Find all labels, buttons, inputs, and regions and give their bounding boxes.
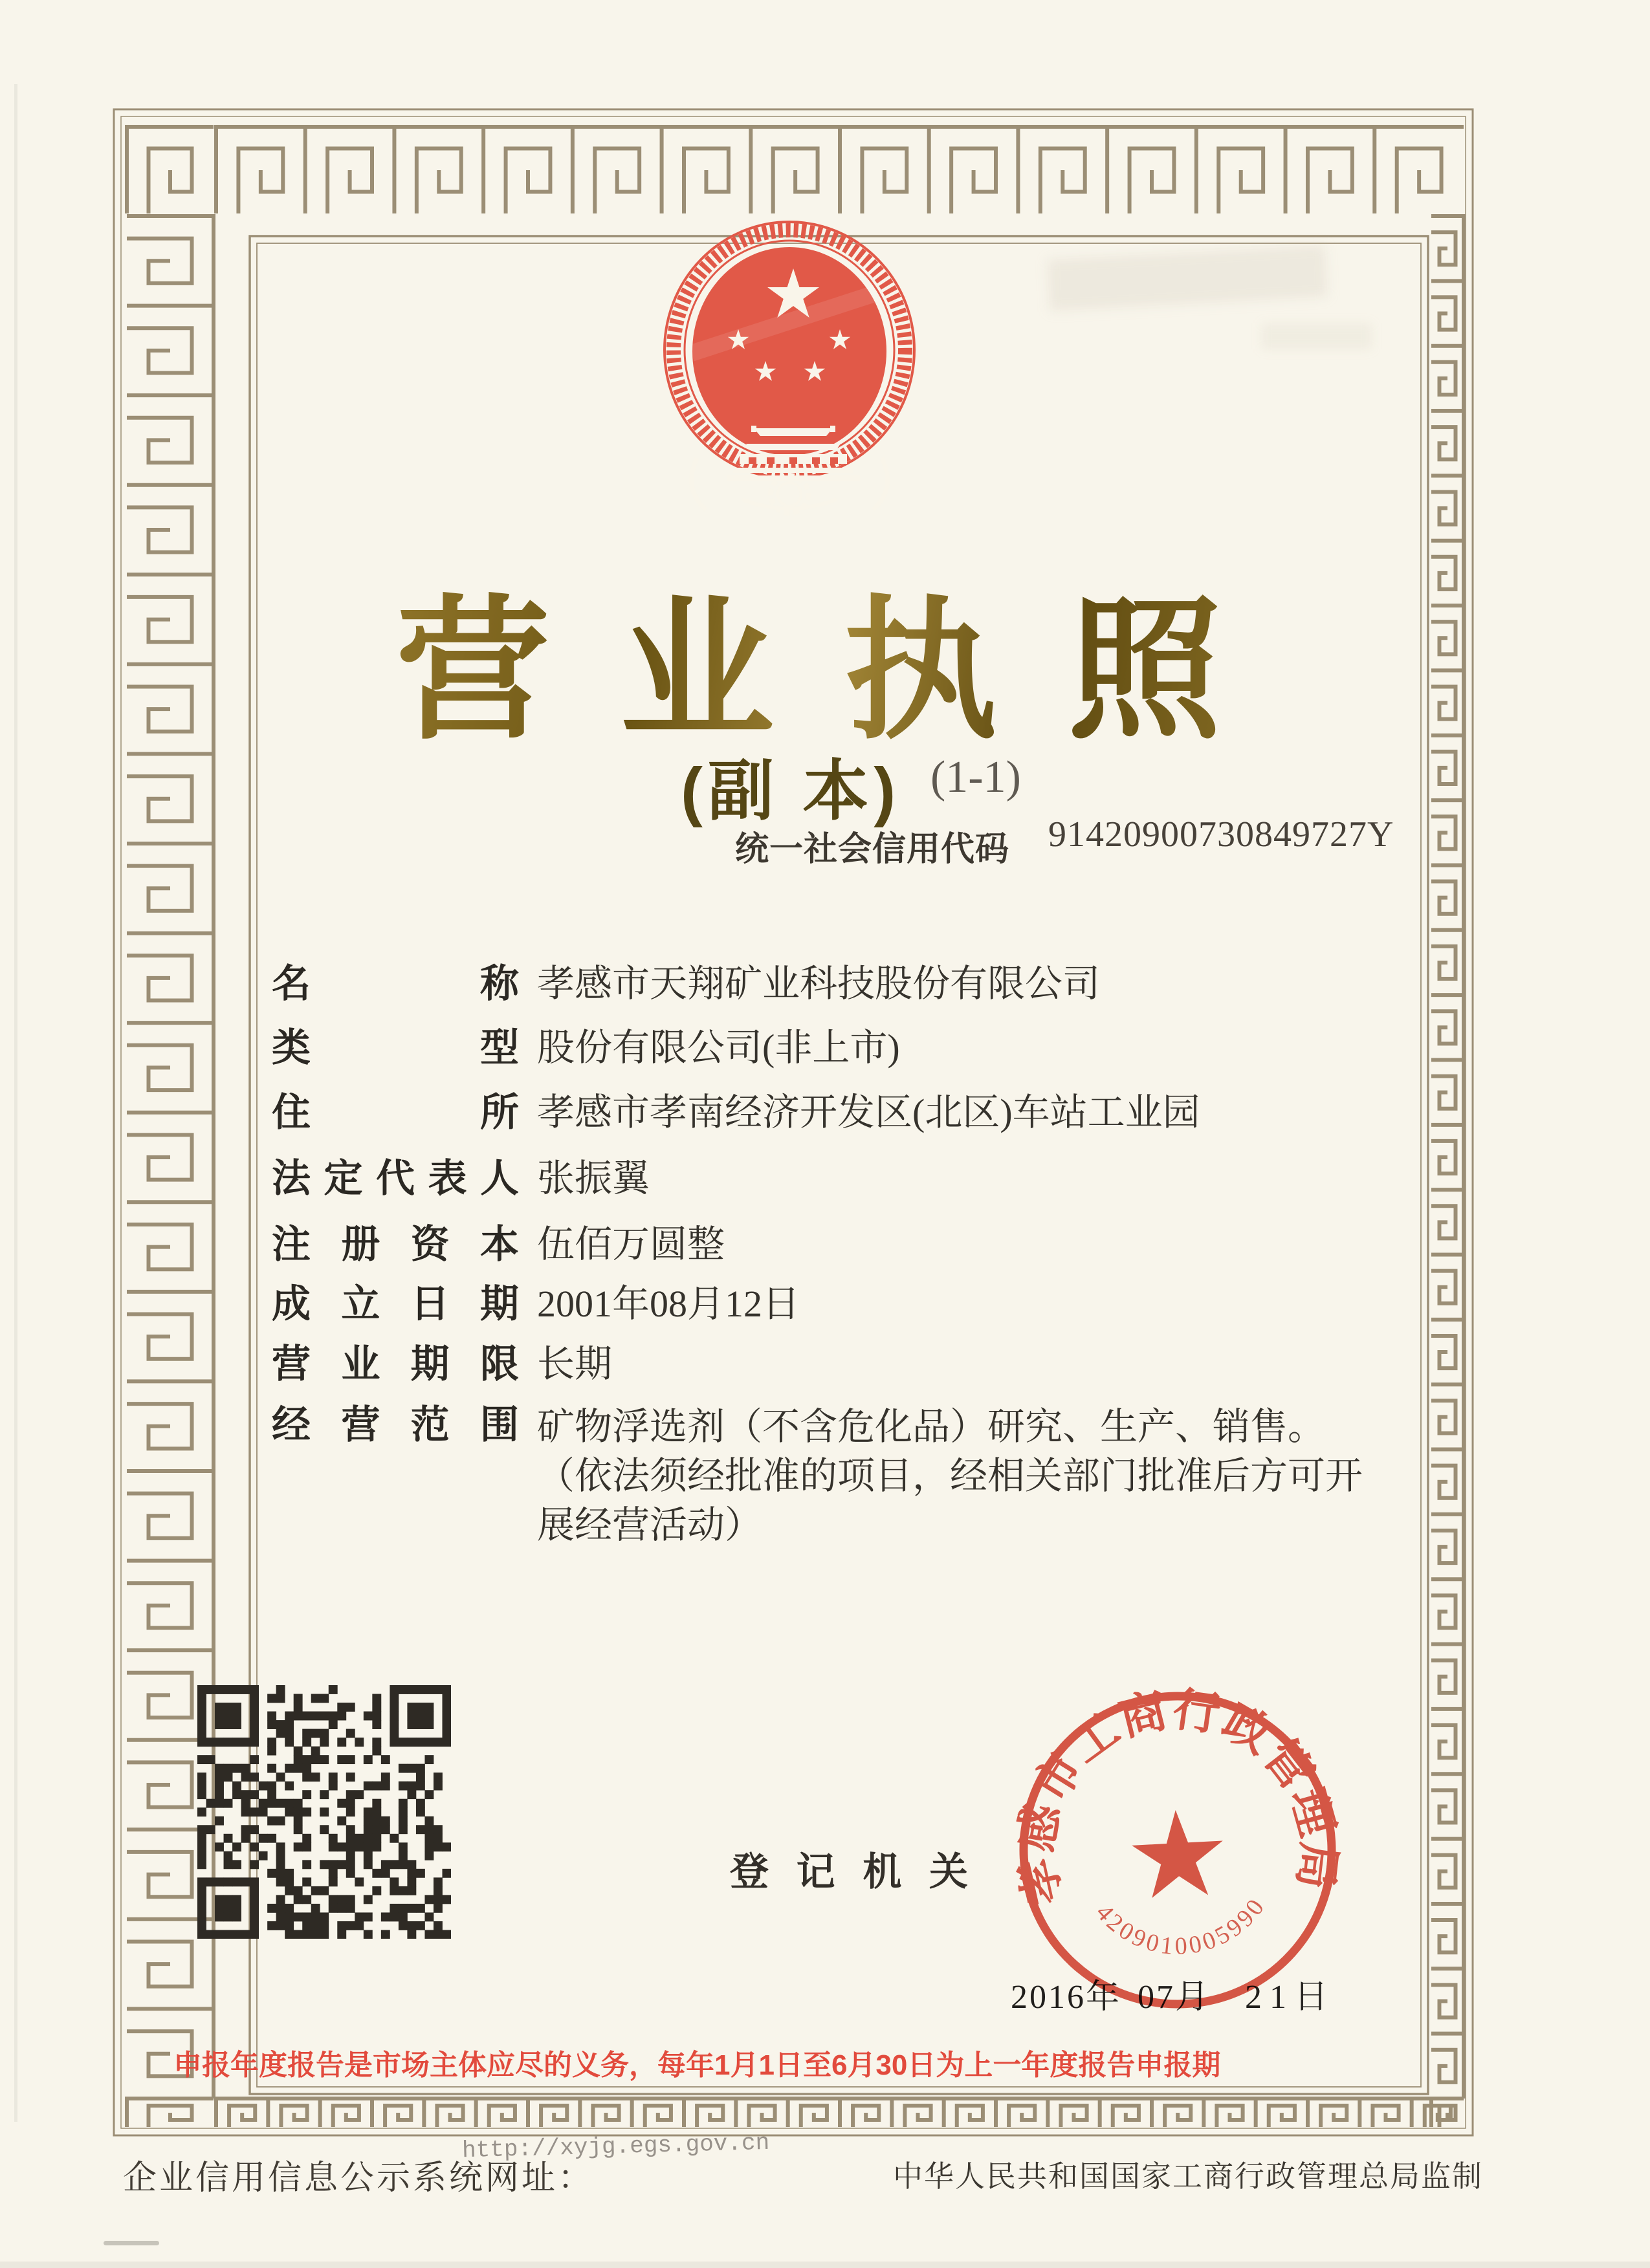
issue-date-month: 07月 <box>1138 1979 1211 2016</box>
field-value: 孝感市天翔矿业科技股份有限公司 <box>537 963 1101 1005</box>
official-seal <box>1001 1674 1355 2027</box>
registration-authority-label: 登 记 机 关 <box>730 1850 968 1893</box>
field-value: 伍佰万圆整 <box>537 1223 725 1265</box>
seal-star <box>1130 1807 1226 1899</box>
field-label: 法 定 代 表 人 <box>272 1157 519 1200</box>
license-subtitle-duplicate: (副 本) <box>681 754 901 828</box>
field-label: 名 称 <box>272 962 519 1005</box>
qr-code <box>197 1685 451 1939</box>
copy-index: (1-1) <box>930 752 1021 802</box>
field-row-term <box>272 1342 612 1387</box>
field-label: 注 册 资 本 <box>272 1223 519 1266</box>
field-row-capital <box>272 1222 725 1267</box>
license-title: 营业执照 <box>396 547 1292 769</box>
field-label: 营 业 期 限 <box>272 1342 519 1386</box>
credit-code-value: 91420900730849727Y <box>1048 814 1394 855</box>
public-system-url: http://xyjg.egs.gov.cn <box>461 2129 770 2164</box>
field-value: 孝感市孝南经济开发区(北区)车站工业园 <box>537 1091 1200 1133</box>
field-row-scope <box>272 1402 1363 1550</box>
field-value: 张振翼 <box>537 1157 650 1199</box>
field-label: 类 型 <box>272 1026 519 1069</box>
seal-number: 4209010005990 <box>1090 1892 1271 1961</box>
field-row-legal-rep <box>272 1156 650 1201</box>
field-row-type <box>272 1025 900 1071</box>
field-value: 股份有限公司(非上市) <box>537 1027 900 1069</box>
field-row-name <box>272 961 1100 1007</box>
field-row-established <box>272 1281 800 1327</box>
seal-text: 孝感市工商行政管理局 <box>1010 1683 1345 1910</box>
field-value: 2001年08月12日 <box>537 1283 800 1325</box>
credit-code-label: 统一社会信用代码 <box>735 831 1010 868</box>
svg-text:4209010005990 <box>1090 1891 1274 1965</box>
issuer-note: 中华人民共和国国家工商行政管理总局监制 <box>893 2159 1483 2193</box>
field-label: 成 立 日 期 <box>272 1282 519 1325</box>
annual-report-notice: 申报年度报告是市场主体应尽的义务，每年1月1日至6月30日为上一年度报告申报期 <box>173 2049 1221 2081</box>
field-value: 矿物浮选剂（不含危化品）研究、生产、销售。 （依法须经批准的项目，经相关部门批准后方可开 展经营活动） <box>537 1406 1363 1546</box>
issue-date-year: 2016年 <box>1011 1979 1122 2016</box>
field-label: 经 营 范 围 <box>272 1403 519 1446</box>
national-emblem <box>657 217 922 516</box>
public-system-label: 企业信用信息公示系统网址： <box>123 2159 595 2197</box>
field-row-address <box>272 1090 1200 1135</box>
gear-and-ribbons <box>692 458 888 513</box>
field-value: 长期 <box>537 1343 613 1385</box>
issue-date-day: 21日 <box>1245 1979 1336 2016</box>
field-label: 住 所 <box>272 1091 519 1134</box>
